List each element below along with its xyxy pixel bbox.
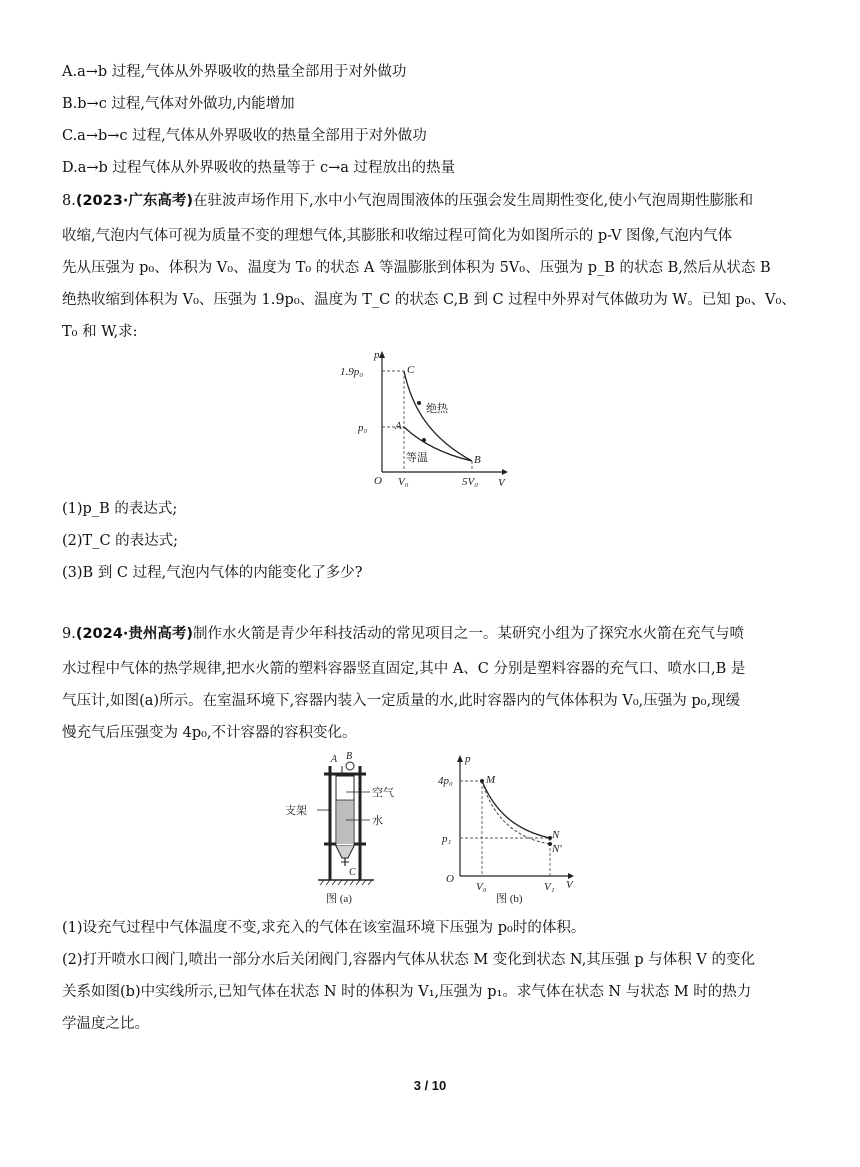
adiabatic-curve [404, 371, 472, 461]
q8-first-line [62, 191, 753, 211]
label-water: 水 [372, 815, 383, 827]
label-a: A [331, 754, 338, 765]
q9-source: (2024·贵州高考) [75, 626, 193, 642]
q7-option-d: D.a→b 过程气体从外界吸收的热量等于 c→a 过程放出的热量 [62, 160, 456, 176]
label-air: 空气 [372, 787, 394, 799]
label-isothermal: 等温 [406, 452, 428, 464]
label-b: B [346, 752, 353, 762]
page-number: 3 / 10 [413, 1078, 447, 1093]
tick-v0: V₀ [398, 476, 409, 488]
q8-sub-3: (3)B 到 C 过程,气泡内气体的内能变化了多少? [62, 565, 363, 581]
q9-sub-2-line-3: 学温度之比。 [62, 1016, 149, 1032]
q9-pv-figure [432, 752, 582, 914]
point-n: N [552, 829, 560, 841]
dashed-curve [482, 781, 550, 844]
pressure-gauge [346, 762, 354, 770]
caption-b: 图 (b) [496, 893, 523, 905]
q8-stem-line-5: T₀ 和 W,求: [62, 324, 138, 340]
label-support: 支架 [285, 805, 307, 817]
q8-source: (2023·广东高考) [75, 193, 193, 209]
q9-sub-1: (1)设充气过程中气体温度不变,求充入的气体在该室温环境下压强为 p₀时的体积。 [62, 920, 586, 936]
label-adiabatic: 绝热 [426, 403, 448, 415]
q9-stem-line-3: 气压计,如图(a)所示。在室温环境下,容器内装入一定质量的水,此时容器内的气体体积为 V₀,压强为 p₀,现缓 [62, 693, 741, 709]
q8-stem-line-4: 绝热收缩到体积为 V₀、压强为 1.9p₀、温度为 T_C 的状态 C,B 到 C 过程中外界对气体做功为 W。已知 p₀、V₀、 [62, 292, 796, 308]
q8-number: 8. [62, 193, 76, 209]
tick-p0: p₀ [358, 422, 368, 434]
q9-first-line [62, 624, 744, 644]
tick-p1: p₁ [442, 833, 452, 845]
point-a: A [395, 420, 402, 432]
tick-4p0: 4p₀ [438, 775, 453, 787]
origin-label: O [446, 873, 454, 885]
label-c: C [349, 867, 356, 878]
q8-sub-2: (2)T_C 的表达式; [62, 533, 179, 549]
tick-v1: V₁ [544, 881, 555, 893]
q9-sub-2-line-1: (2)打开喷水口阀门,喷出一部分水后关闭阀门,容器内气体从状态 M 变化到状态 N,其压强 p 与体积 V 的变化 [62, 952, 755, 968]
point-m: M [486, 774, 496, 786]
q8-sub-1: (1)p_B 的表达式; [62, 501, 178, 517]
v-axis-arrow [502, 469, 508, 475]
q9-apparatus-figure [280, 752, 415, 914]
point-n-prime: N′ [552, 843, 562, 855]
origin-label: O [374, 475, 382, 487]
p-axis-arrow [379, 351, 385, 358]
tick-v0: V₀ [476, 881, 487, 893]
point-b: B [474, 454, 481, 466]
v-axis-label: V [498, 477, 505, 489]
q8-stem-line-1: 在驻波声场作用下,水中小气泡周围液体的压强会发生周期性变化,使小气泡周期性膨胀和 [192, 193, 754, 209]
q8-stem-line-3: 先从压强为 p₀、体积为 V₀、温度为 T₀ 的状态 A 等温膨胀到体积为 5V₀、压强为 p_B 的状态 B,然后从状态 B [62, 260, 771, 276]
q9-number: 9. [62, 626, 76, 642]
tick-5v0: 5V₀ [462, 476, 479, 488]
q9-sub-2-line-2: 关系如图(b)中实线所示,已知气体在状态 N 时的体积为 V₁,压强为 p₁。求气体在状态 N 与状态 M 时的热力 [62, 984, 752, 1000]
q9-stem-line-1: 制作水火箭是青少年科技活动的常见项目之一。某研究小组为了探究水火箭在充气与喷 [192, 626, 744, 642]
p-axis-label: p [374, 349, 380, 361]
q8-pv-figure [340, 346, 515, 495]
q7-option-b: B.b→c 过程,气体对外做功,内能增加 [62, 96, 295, 112]
tick-1.9p0: 1.9p₀ [340, 366, 364, 378]
caption-a: 图 (a) [326, 893, 352, 905]
q9-stem-line-2: 水过程中气体的热学规律,把水火箭的塑料容器竖直固定,其中 A、C 分别是塑料容器的充气口、喷水口,B 是 [62, 661, 746, 677]
q9-stem-line-4: 慢充气后压强变为 4p₀,不计容器的容积变化。 [62, 725, 357, 741]
q8-stem-line-2: 收缩,气泡内气体可视为质量不变的理想气体,其膨胀和收缩过程可简化为如图所示的 p-V 图像,气泡内气体 [62, 228, 733, 244]
solid-curve [482, 781, 550, 838]
q7-option-a: A.a→b 过程,气体从外界吸收的热量全部用于对外做功 [62, 64, 407, 80]
v-axis-label: V [566, 879, 573, 891]
water [337, 800, 353, 844]
point-c: C [407, 364, 415, 376]
q7-option-c: C.a→b→c 过程,气体从外界吸收的热量全部用于对外做功 [62, 128, 427, 144]
p-axis-label: p [465, 753, 471, 765]
